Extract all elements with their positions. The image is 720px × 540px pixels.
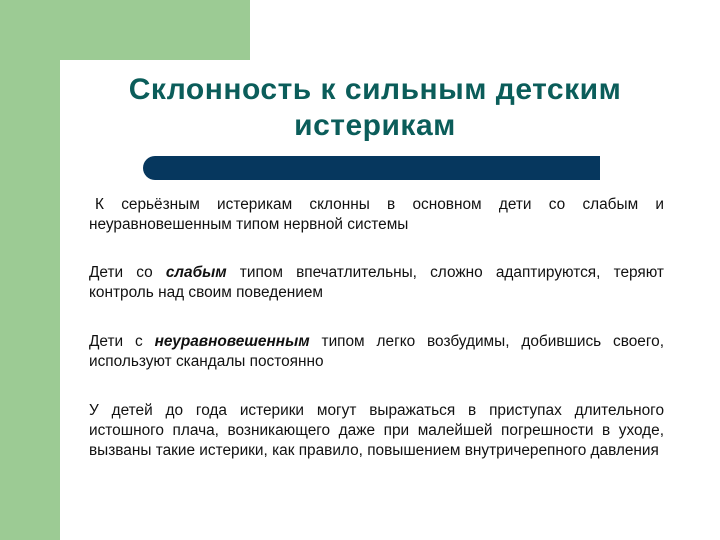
slide-body	[89, 195, 664, 461]
paragraph-infants: У детей до года истерики могут выражаться в приступах длительного истошного плача, возникающего даже при малейшей погрешности в уходе, вызваны такие истерики, как правило, повышением внутричерепного давления	[89, 402, 664, 459]
paragraph-weak-type	[89, 263, 664, 303]
emphasis-weak: слабым	[165, 264, 227, 281]
paragraph-unbalanced-type	[89, 332, 664, 372]
paragraph-weak-type-lead: Дети со	[89, 264, 166, 281]
paragraph-unbalanced-type-rest: типом легко возбудимы, добившись своего, используют скандалы постоянно	[89, 333, 664, 370]
paragraph-intro: К серьёзным истерикам склонны в основном дети со слабым и неуравновешенным типом нервной системы	[89, 196, 664, 233]
decor-green-sidebar	[0, 0, 60, 540]
decor-green-top-block	[0, 0, 250, 60]
slide-title: Склонность к сильным детским истерикам	[128, 73, 622, 142]
emphasis-unbalanced: неуравновешенным	[154, 333, 310, 350]
paragraph-weak-type-rest: типом впечатлительны, сложно адаптируются, теряют контроль над своим поведением	[89, 264, 664, 301]
decor-navy-bar	[155, 156, 600, 180]
paragraph-unbalanced-type-lead: Дети с	[89, 333, 155, 350]
